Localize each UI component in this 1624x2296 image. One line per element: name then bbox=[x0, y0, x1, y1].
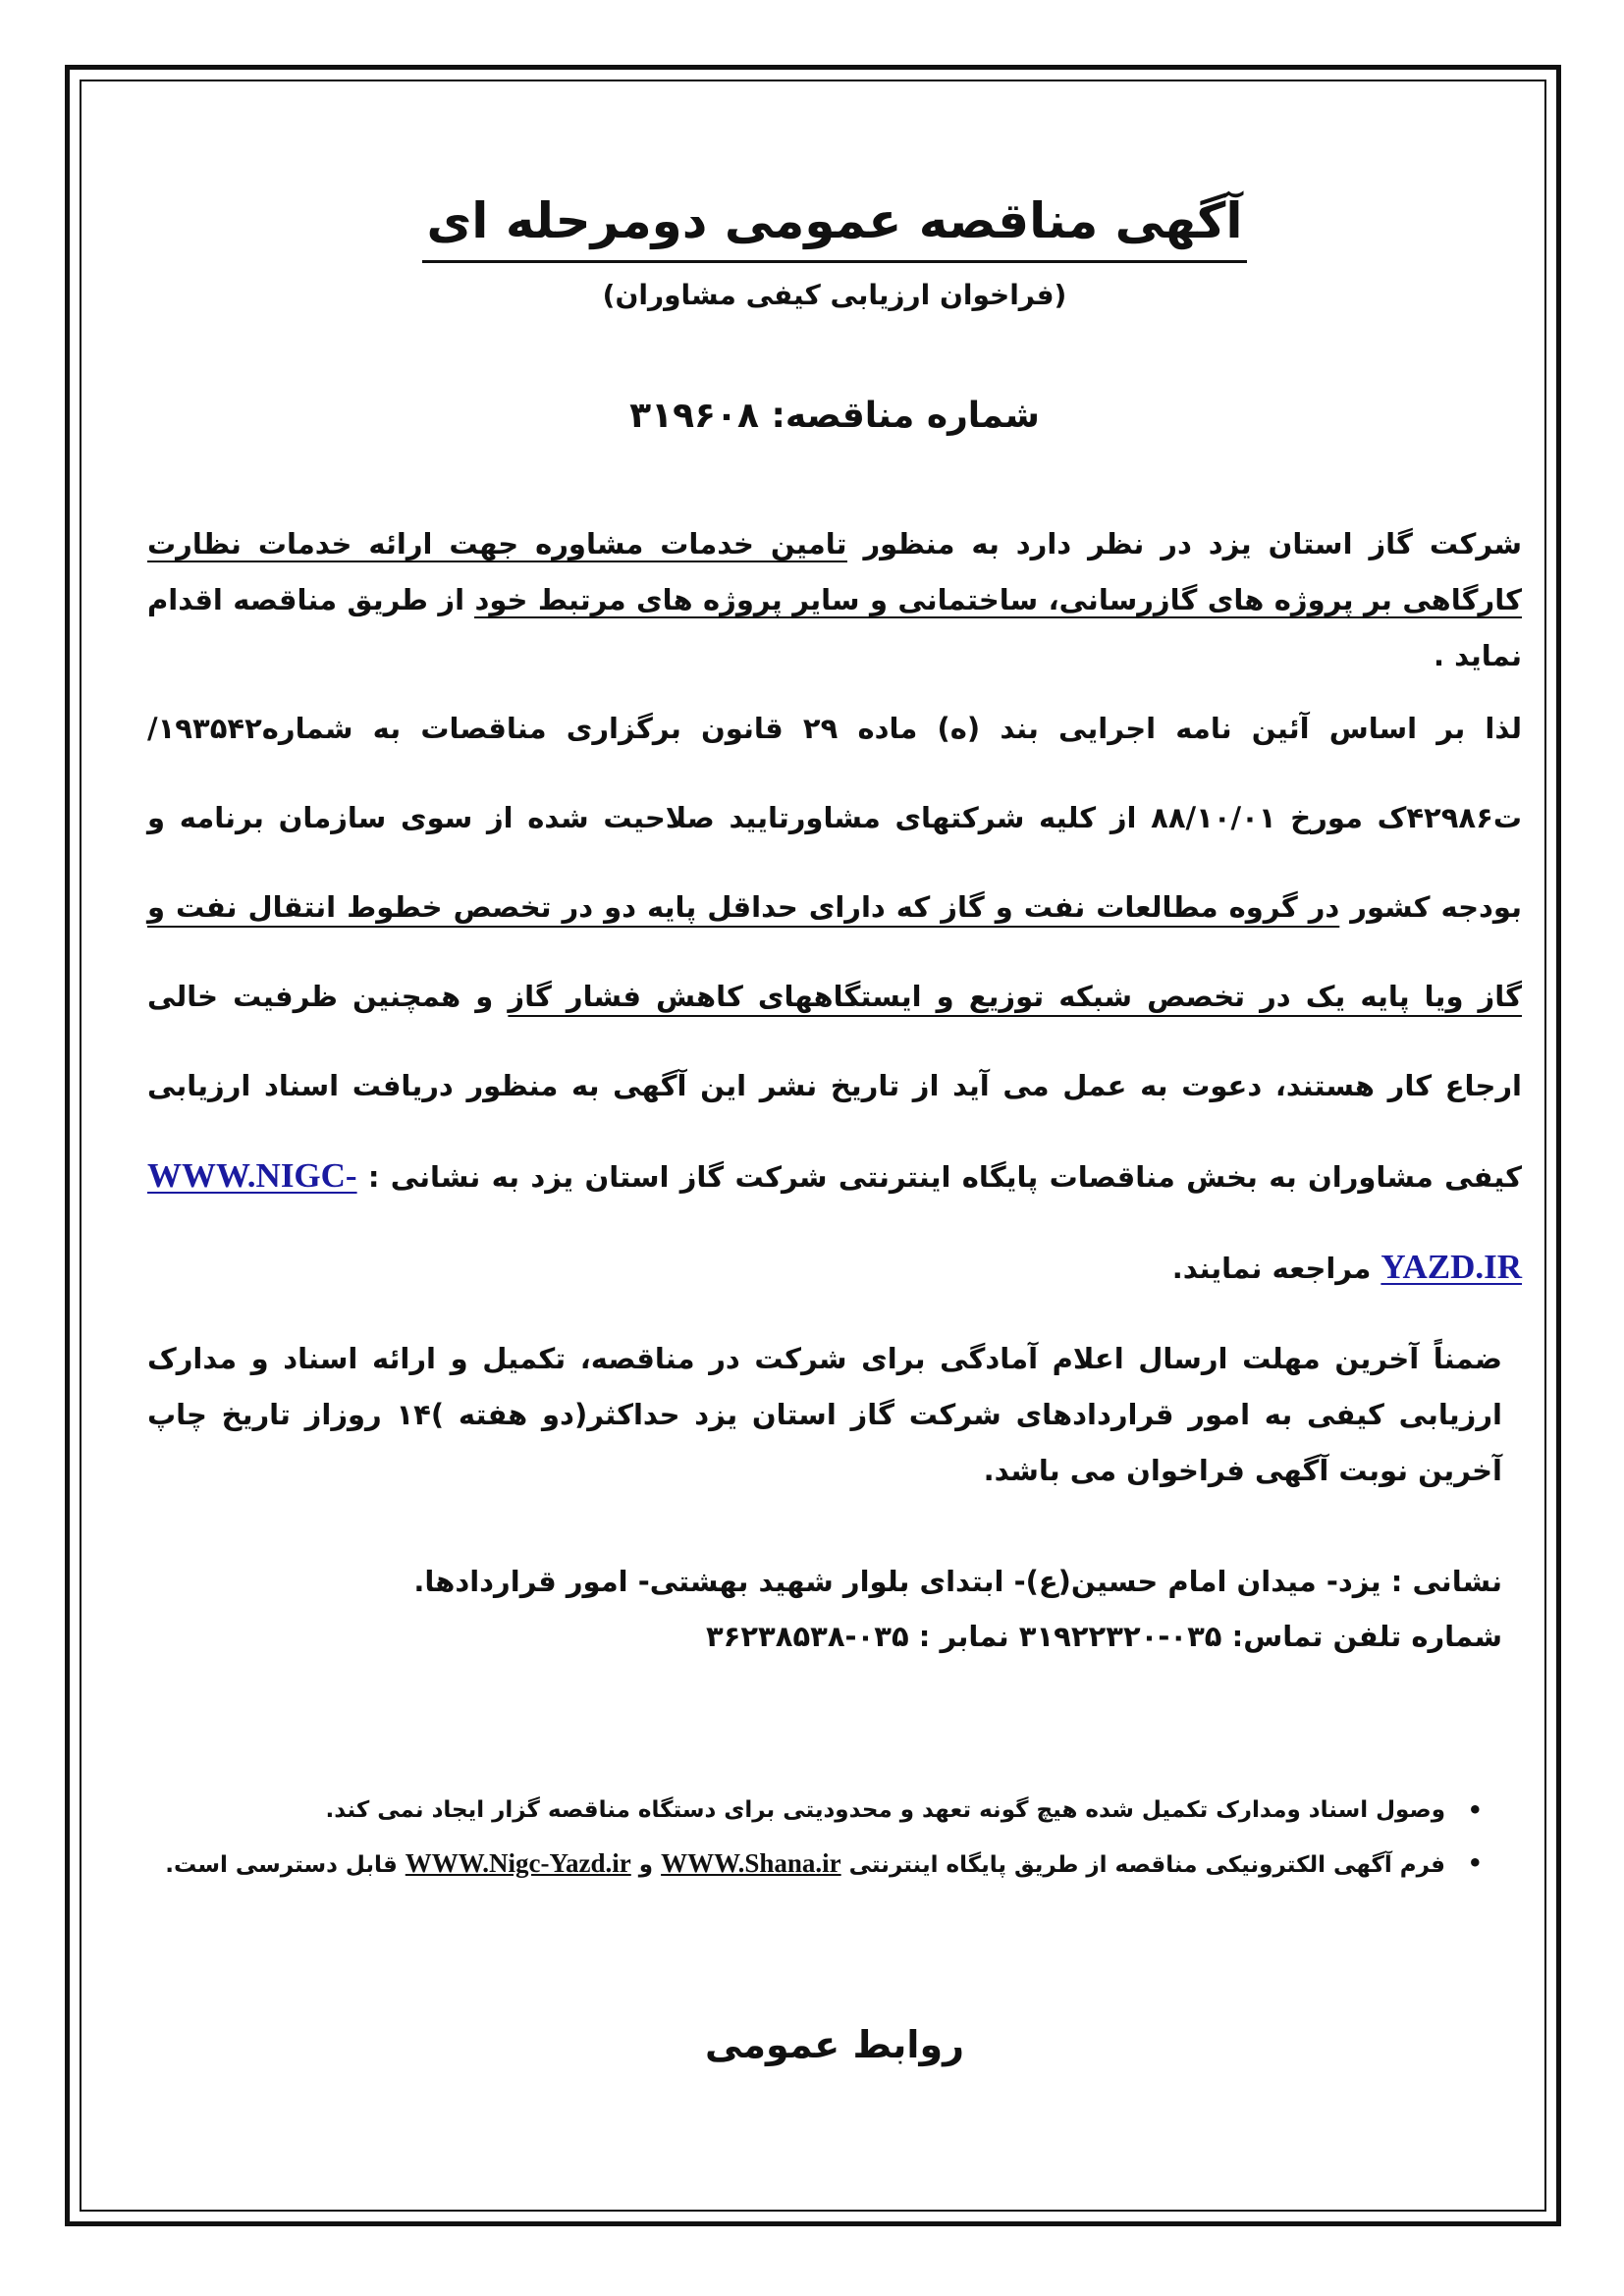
announcement-subtitle: (فراخوان ارزیابی کیفی مشاوران) bbox=[602, 278, 1067, 311]
address-line: نشانی : یزد- میدان امام حسین(ع)- ابتدای بلوار شهید بهشتی- امور قراردادها. bbox=[413, 1564, 1502, 1598]
eligibility-paragraph bbox=[147, 684, 1522, 1313]
note-text-1: فرم آگهی الکترونیکی مناقصه از طریق پایگاه اینترنتی bbox=[840, 1851, 1445, 1878]
phone-line: شماره تلفن تماس: ۰۳۵-۳۱۹۲۲۳۲۰ نمابر : ۰۳۵-۳۶۲۳۸۵۳۸ bbox=[705, 1619, 1502, 1653]
bullet-icon: • bbox=[1467, 1848, 1483, 1877]
contact-block bbox=[147, 1554, 1522, 1664]
deadline-paragraph: ضمناً آخرین مهلت ارسال اعلام آمادگی برای شرکت در مناقصه، تکمیل و ارائه اسناد و مدارک ارزیابی کیفی به امور قراردادهای شرکت گاز استان یزد حداکثر(دو هفته )۱۴ روزاز تاریخ چاپ آخرین نوبت آگهی فراخوان می باشد. bbox=[147, 1341, 1502, 1487]
intro-underlined-text: تامین خدمات مشاوره جهت ارائه خدمات نظارت کارگاهی بر پروژه های گازرسانی، ساختمانی و سایر پروژه های مرتبط خود bbox=[147, 526, 1522, 616]
note-text-2: قابل دسترسی است. bbox=[165, 1851, 406, 1878]
signature: روابط عمومی bbox=[705, 2022, 964, 2066]
notes-list bbox=[147, 1784, 1522, 1892]
note-text: وصول اسناد ومدارک تکمیل شده هیچ گونه تعهد و محدودیتی برای دستگاه مناقصه گزار ایجاد نمی کند. bbox=[325, 1796, 1445, 1823]
intro-text-1: شرکت گاز استان یزد در نظر دارد به منظور bbox=[846, 526, 1522, 561]
announcement-page bbox=[147, 187, 1522, 2101]
tender-number: شماره مناقصه: ۳۱۹۶۰۸ bbox=[629, 395, 1040, 436]
announcement-title: آگهی مناقصه عمومی دومرحله ای bbox=[422, 190, 1246, 263]
eligibility-underlined-text: در گروه مطالعات نفت و گاز که دارای حداقل پایه دو در تخصص خطوط انتقال نفت و گاز ویا پایه یک در تخصص شبکه توزیع و ایستگاههای کاهش فشار گاز bbox=[147, 889, 1522, 1013]
bullet-icon: • bbox=[1467, 1795, 1483, 1824]
shana-link[interactable]: WWW.Shana.ir bbox=[661, 1847, 841, 1878]
intro-text-2: از طریق مناقصه اقدام نماید . bbox=[147, 582, 1522, 672]
eligibility-text-3: مراجعه نمایند. bbox=[1171, 1251, 1381, 1285]
eligibility-text-1: لذا بر اساس آئین نامه اجرایی بند (ه) ماده ۲۹ قانون برگزاری مناقصات به شماره۱۹۳۵۴۲/ت۴۲۹۸۶ک مورخ ۸۸/۱۰/۰۱ از کلیه شرکتهای مشاورتایید صلاحیت شده از سوی سازمان برنامه و بودجه کشور bbox=[147, 711, 1522, 924]
intro-paragraph bbox=[147, 516, 1522, 684]
list-item bbox=[147, 1837, 1483, 1892]
title-container bbox=[147, 190, 1522, 263]
eligibility-text-2: و همچنین ظرفیت خالی ارجاع کار هستند، دعوت به عمل می آید از تاریخ نشر این آگهی به منظور دریافت اسناد ارزیابی کیفی مشاوران به بخش مناقصات پایگاه اینترنتی شرکت گاز استان یزد به نشانی : bbox=[147, 979, 1522, 1194]
list-item bbox=[147, 1784, 1483, 1837]
website-link[interactable]: WWW.NIGC-YAZD.IR bbox=[147, 1155, 1522, 1286]
nigc-yazd-link[interactable]: WWW.Nigc-Yazd.ir bbox=[405, 1847, 631, 1878]
note-and: و bbox=[630, 1851, 662, 1878]
